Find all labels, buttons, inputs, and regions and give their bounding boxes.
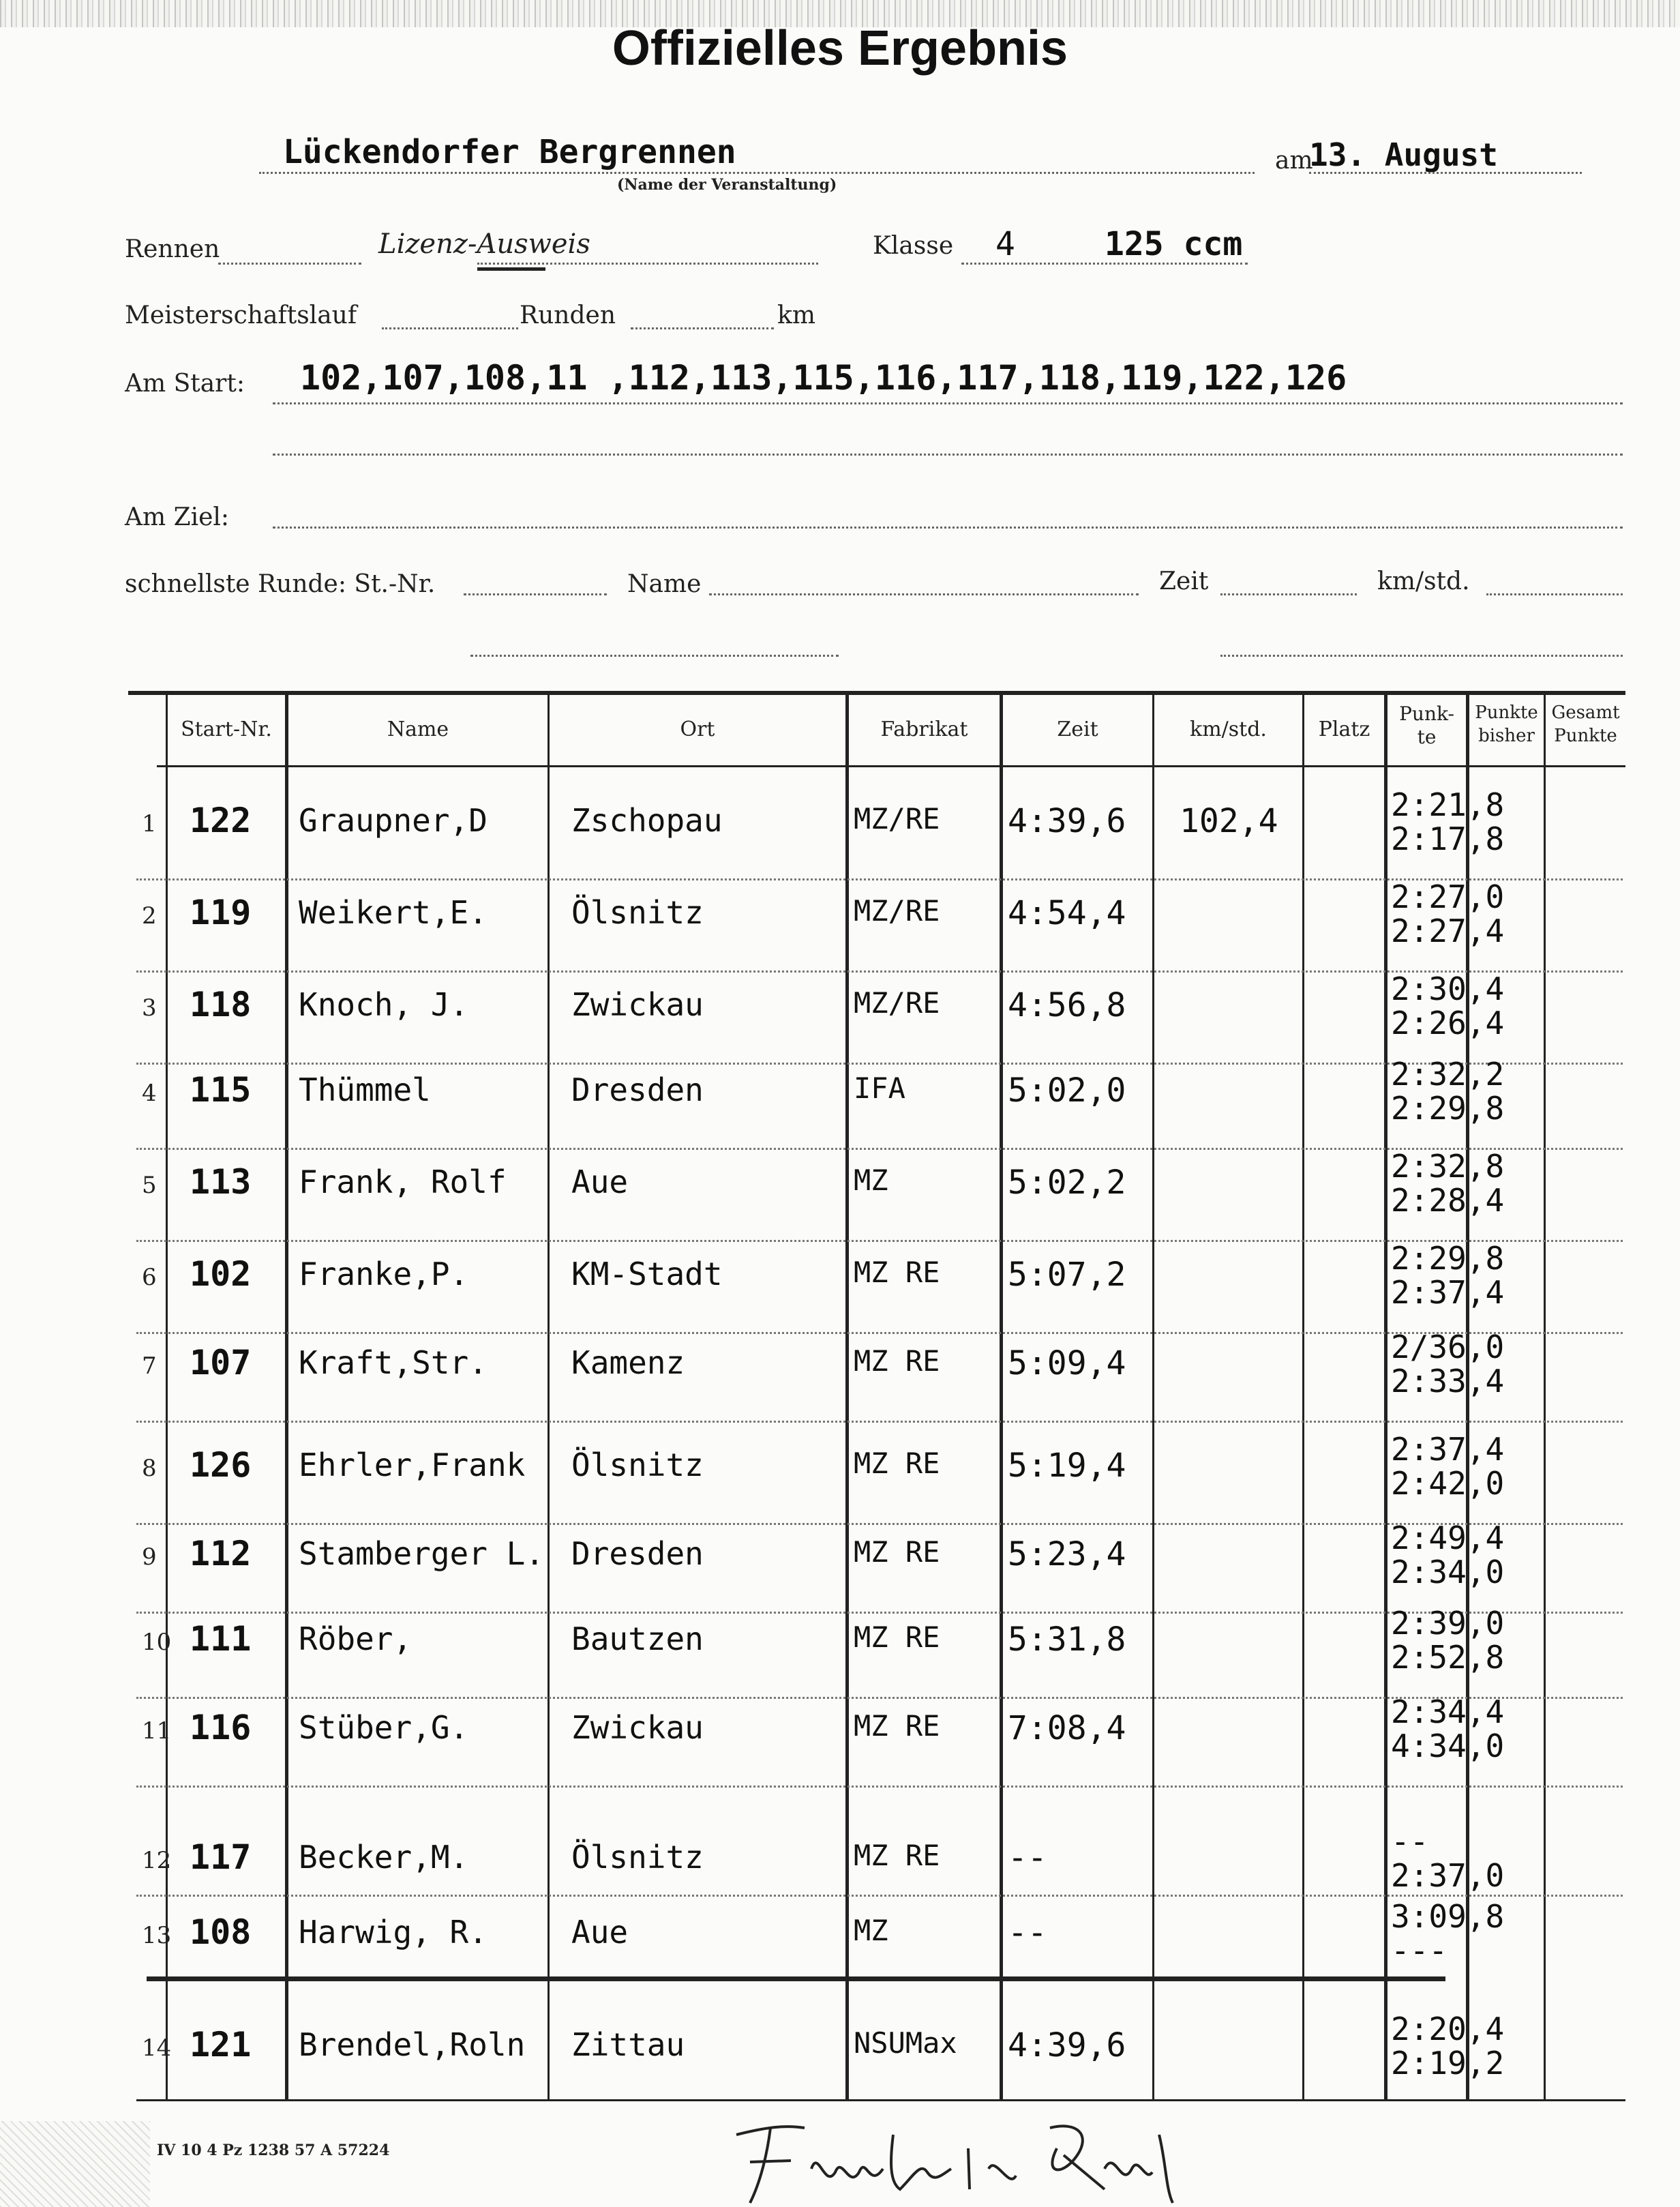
fabrikat: MZ RE <box>854 1447 940 1480</box>
punkte-line-2: 2:26,4 <box>1391 1005 1505 1041</box>
rennen-underline <box>477 267 545 271</box>
driver-name: Harwig, R. <box>299 1914 487 1951</box>
driver-ort: Aue <box>571 1164 629 1200</box>
meisterschaftslauf-label: Meisterschaftslauf <box>125 301 357 329</box>
fabrikat: MZ RE <box>854 1344 940 1378</box>
am-start-dots-2 <box>273 454 1623 456</box>
driver-ort: Aue <box>571 1914 629 1951</box>
punkte-line-2: 2:17,8 <box>1391 820 1505 857</box>
start-number: 115 <box>190 1070 252 1110</box>
start-number: 112 <box>190 1534 252 1573</box>
row-separator <box>136 1786 1623 1788</box>
runden-label: Runden <box>520 301 616 329</box>
row-number: 6 <box>142 1264 157 1291</box>
zeit: 5:07,2 <box>1008 1256 1126 1294</box>
punkte-line-2: 2:28,4 <box>1391 1182 1505 1219</box>
driver-ort: Zschopau <box>571 802 723 839</box>
header-kmstd: km/std. <box>1190 717 1267 741</box>
header-bisher-2: bisher <box>1478 726 1535 746</box>
event-caption: (Name der Veranstaltung) <box>617 176 837 194</box>
zeit: 5:23,4 <box>1008 1535 1126 1573</box>
table-top-rule <box>128 691 1625 695</box>
row-number: 9 <box>142 1543 157 1571</box>
col-line-7 <box>1302 695 1304 2100</box>
start-number: 113 <box>190 1162 252 1202</box>
zeit: 4:39,6 <box>1008 2026 1126 2064</box>
form-code: IV 10 4 Pz 1238 57 A 57224 <box>157 2142 390 2159</box>
row-number: 5 <box>142 1172 157 1199</box>
header-platz: Platz <box>1318 717 1370 741</box>
punkte-line-1: 2:20,4 <box>1391 2011 1505 2047</box>
row-number: 4 <box>142 1080 157 1107</box>
header-gesamt-2: Punkte <box>1554 726 1617 746</box>
header-zeit: Zeit <box>1057 717 1098 741</box>
schnellste-zeit-dots <box>1220 593 1357 595</box>
punkte-line-2: 2:33,4 <box>1391 1363 1505 1399</box>
punkte-line-1: 2/36,0 <box>1391 1329 1505 1365</box>
extra-dots-1 <box>470 655 839 657</box>
row-number: 13 <box>142 1922 172 1949</box>
driver-ort: Zittau <box>571 2026 685 2063</box>
start-number: 108 <box>190 1912 252 1952</box>
row-number: 1 <box>142 810 157 838</box>
rennen-value: Lizenz-Ausweis <box>378 228 590 260</box>
punkte-line-2: 2:19,2 <box>1391 2045 1505 2082</box>
punkte-line-2: 2:27,4 <box>1391 913 1505 949</box>
driver-name: Knoch, J. <box>299 986 469 1023</box>
rennen-value-dots <box>477 263 818 265</box>
header-bisher-1: Punkte <box>1475 702 1538 723</box>
punkte-line-1: 2:49,4 <box>1391 1520 1505 1556</box>
col-line-2 <box>285 695 288 2100</box>
zeit: 5:09,4 <box>1008 1344 1126 1382</box>
runden-dots <box>631 327 774 329</box>
start-number: 119 <box>190 893 252 932</box>
rennen-dots <box>218 263 361 265</box>
driver-ort: Zwickau <box>571 1709 704 1746</box>
col-line-1 <box>166 695 168 2100</box>
km-label: km <box>777 301 815 329</box>
zeit: -- <box>1008 1914 1047 1952</box>
col-line-10 <box>1544 695 1546 2100</box>
schnellste-runde-label: schnellste Runde: St.-Nr. <box>125 570 436 598</box>
start-number: 107 <box>190 1343 252 1382</box>
punkte-line-1: 2:21,8 <box>1391 786 1505 823</box>
punkte-line-2: 2:37,4 <box>1391 1274 1505 1311</box>
fabrikat: MZ <box>854 1914 888 1947</box>
zeit: 4:54,4 <box>1008 894 1126 932</box>
table-bottom-rule <box>136 2099 1625 2101</box>
zeit: 5:02,0 <box>1008 1071 1126 1110</box>
klasse-label: Klasse <box>873 232 954 260</box>
driver-ort: KM-Stadt <box>571 1256 723 1292</box>
am-start-label: Am Start: <box>125 370 245 398</box>
punkte-line-1: 2:32,8 <box>1391 1148 1505 1185</box>
am-ziel-label: Am Ziel: <box>125 503 230 531</box>
zeit: 4:56,8 <box>1008 986 1126 1024</box>
event-name: Lückendorfer Bergrennen <box>283 133 736 171</box>
zeit: -- <box>1008 1839 1047 1877</box>
driver-name: Graupner,D <box>299 802 487 839</box>
fabrikat: NSUMax <box>854 2026 957 2060</box>
header-start-nr: Start-Nr. <box>181 717 272 741</box>
header-fabrikat: Fabrikat <box>880 717 968 741</box>
driver-name: Röber, <box>299 1620 412 1657</box>
ccm-value: 125 ccm <box>1105 225 1243 263</box>
punkte-line-2: 2:52,8 <box>1391 1639 1505 1676</box>
klasse-value: 4 <box>995 225 1015 263</box>
fabrikat: MZ RE <box>854 1535 940 1569</box>
col-line-6 <box>1152 695 1154 2100</box>
signature <box>723 2107 1200 2207</box>
zeit: 7:08,4 <box>1008 1709 1126 1747</box>
date-prefix: am <box>1275 147 1313 175</box>
col-line-4 <box>845 695 849 2100</box>
document-title: Offizielles Ergebnis <box>612 21 1068 76</box>
punkte-line-1: 2:27,0 <box>1391 878 1505 915</box>
driver-name: Stamberger L. <box>299 1535 545 1572</box>
punkte-line-1: 2:29,8 <box>1391 1240 1505 1277</box>
kmstd: 102,4 <box>1180 802 1278 840</box>
header-punkte-2: te <box>1417 726 1437 748</box>
header-ort: Ort <box>680 717 715 741</box>
driver-ort: Kamenz <box>571 1344 685 1381</box>
fabrikat: IFA <box>854 1071 905 1105</box>
start-number: 116 <box>190 1708 252 1747</box>
row-number: 7 <box>142 1352 157 1380</box>
scan-noise-bottom <box>0 2121 150 2207</box>
row-number: 8 <box>142 1455 157 1482</box>
header-name: Name <box>387 717 449 741</box>
punkte-line-1: 2:34,4 <box>1391 1693 1505 1730</box>
start-number: 117 <box>190 1837 252 1877</box>
driver-ort: Ölsnitz <box>571 1447 704 1483</box>
punkte-line-2: 2:42,0 <box>1391 1465 1505 1502</box>
row-number: 3 <box>142 994 157 1022</box>
schnellste-zeit-label: Zeit <box>1159 567 1209 595</box>
driver-ort: Bautzen <box>571 1620 704 1657</box>
row-number: 11 <box>142 1717 172 1745</box>
punkte-line-1: 3:09,8 <box>1391 1898 1505 1935</box>
header-gesamt-1: Gesamt <box>1551 702 1620 723</box>
driver-name: Stüber,G. <box>299 1709 469 1746</box>
zeit: 4:39,6 <box>1008 802 1126 840</box>
start-number: 126 <box>190 1445 252 1485</box>
driver-ort: Dresden <box>571 1071 704 1108</box>
start-number: 111 <box>190 1619 252 1659</box>
fabrikat: MZ RE <box>854 1709 940 1743</box>
row-number: 12 <box>142 1847 172 1874</box>
driver-name: Franke,P. <box>299 1256 469 1292</box>
col-line-5 <box>1000 695 1003 2100</box>
am-ziel-dots <box>273 527 1623 529</box>
zeit: 5:31,8 <box>1008 1620 1126 1659</box>
driver-name: Kraft,Str. <box>299 1344 487 1381</box>
punkte-line-2: 4:34,0 <box>1391 1728 1505 1764</box>
driver-name: Brendel,Roln <box>299 2026 526 2063</box>
driver-name: Frank, Rolf <box>299 1164 507 1200</box>
schnellste-name-dots <box>709 593 1139 595</box>
driver-name: Thümmel <box>299 1071 431 1108</box>
zeit: 5:19,4 <box>1008 1447 1126 1485</box>
meisterschaft-dots <box>382 327 518 329</box>
start-number: 121 <box>190 2025 252 2064</box>
driver-name: Becker,M. <box>299 1839 469 1876</box>
table-separator-rule <box>147 1976 1445 1981</box>
start-number: 122 <box>190 801 252 840</box>
schnellste-kmstd-label: km/std. <box>1377 567 1470 595</box>
schnellste-name-label: Name <box>627 570 702 598</box>
driver-ort: Dresden <box>571 1535 704 1572</box>
row-number: 10 <box>142 1629 172 1656</box>
am-start-dots-1 <box>273 402 1623 404</box>
col-line-8 <box>1384 695 1388 2100</box>
event-name-line <box>259 172 1255 174</box>
driver-name: Weikert,E. <box>299 894 487 931</box>
fabrikat: MZ RE <box>854 1620 940 1654</box>
start-number: 102 <box>190 1254 252 1294</box>
punkte-line-2: 2:29,8 <box>1391 1090 1505 1127</box>
punkte-line-1: 2:30,4 <box>1391 971 1505 1007</box>
header-punkte-1: Punk- <box>1399 702 1454 725</box>
klasse-dots <box>961 263 1248 265</box>
punkte-line-1: 2:32,2 <box>1391 1056 1505 1093</box>
driver-ort: Zwickau <box>571 986 704 1023</box>
row-separator <box>136 1421 1623 1423</box>
start-number: 118 <box>190 985 252 1024</box>
zeit: 5:02,2 <box>1008 1164 1126 1202</box>
extra-dots-2 <box>1220 655 1623 657</box>
punkte-line-1: 2:39,0 <box>1391 1605 1505 1642</box>
fabrikat: MZ <box>854 1164 888 1197</box>
event-date: 13. August <box>1309 136 1498 173</box>
row-number: 14 <box>142 2034 172 2062</box>
schnellste-kmstd-dots <box>1486 593 1623 595</box>
row-separator <box>136 1895 1623 1897</box>
fabrikat: MZ/RE <box>854 894 940 928</box>
punkte-line-1: -- <box>1391 1823 1429 1860</box>
date-line <box>1309 172 1582 174</box>
fabrikat: MZ RE <box>854 1839 940 1872</box>
punkte-line-2: --- <box>1391 1932 1448 1969</box>
driver-ort: Ölsnitz <box>571 894 704 931</box>
punkte-line-2: 2:34,0 <box>1391 1554 1505 1590</box>
col-line-3 <box>548 695 550 2100</box>
st-nr-dots <box>464 593 607 595</box>
table-header-rule <box>157 765 1625 767</box>
driver-name: Ehrler,Frank <box>299 1447 526 1483</box>
fabrikat: MZ/RE <box>854 986 940 1020</box>
am-start-value: 102,107,108,11 ,112,113,115,116,117,118,119,122,126 <box>300 358 1347 398</box>
punkte-line-2: 2:37,0 <box>1391 1857 1505 1894</box>
fabrikat: MZ RE <box>854 1256 940 1289</box>
driver-ort: Ölsnitz <box>571 1839 704 1876</box>
rennen-label: Rennen <box>125 235 220 263</box>
row-number: 2 <box>142 902 157 930</box>
punkte-line-1: 2:37,4 <box>1391 1431 1505 1468</box>
fabrikat: MZ/RE <box>854 802 940 835</box>
